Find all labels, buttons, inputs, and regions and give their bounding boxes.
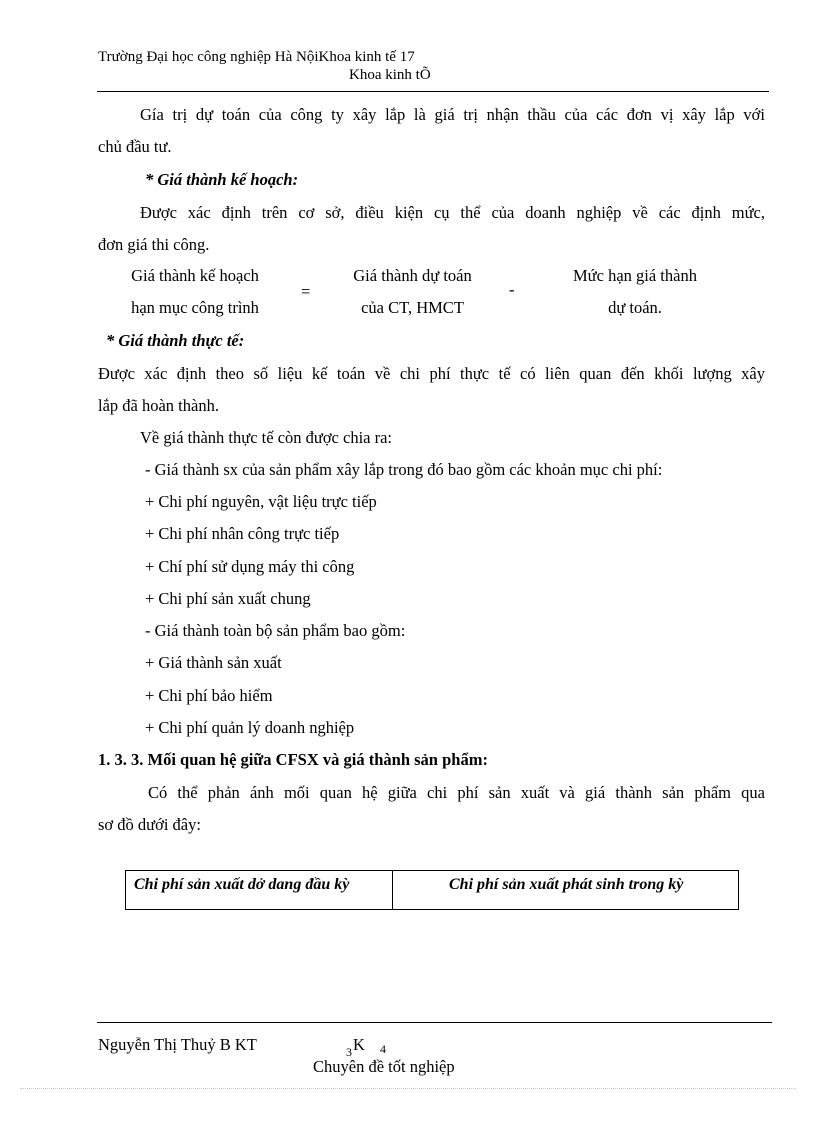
paragraph-line: lắp đã hoàn thành. (98, 396, 219, 415)
footer-subscript-4: 4 (380, 1042, 386, 1056)
paragraph-line: Được xác định theo số liệu kế toán về chi phí thực tế có liên quan đến khối lượng xây (98, 364, 765, 383)
footer-k: K (353, 1035, 365, 1054)
diagram-cell-opening-wip: Chi phí sản xuất dở dang đầu kỳ (134, 876, 350, 893)
formula-mid-line2: của CT, HMCT (361, 298, 464, 317)
list-item: + Chí phí sử dụng máy thi công (145, 557, 355, 576)
paragraph-line: Về giá thành thực tế còn được chia ra: (140, 428, 393, 447)
list-item: + Chi phí nguyên, vật liệu trực tiếp (145, 492, 377, 511)
list-item: + Chi phí sản xuất chung (145, 589, 311, 608)
formula-right-line2: dự toán. (608, 298, 662, 317)
paragraph-line: chủ đầu tư. (98, 137, 172, 156)
header-rule (97, 91, 769, 92)
footer-subscript-3: 3 (346, 1045, 352, 1059)
cost-diagram (125, 870, 739, 910)
footer-rule (97, 1022, 772, 1023)
list-item: + Chi phí quản lý doanh nghiệp (145, 718, 355, 737)
paragraph-line: sơ đồ dưới đây: (98, 815, 201, 834)
list-item: + Giá thành sản xuất (145, 653, 282, 672)
list-item: + Chi phí nhân công trực tiếp (145, 524, 340, 543)
formula-left-line2: hạn mục công trình (131, 298, 259, 317)
diagram-cell-incurred-cost: Chi phí sản xuất phát sinh trong kỳ (449, 876, 684, 893)
formula-minus: - (509, 280, 515, 299)
footer-title: Chuyên đề tốt nghiệp (313, 1057, 455, 1076)
page-edge-line (20, 1088, 796, 1089)
list-item: - Giá thành toàn bộ sản phẩm bao gồm: (145, 621, 406, 640)
footer-author: Nguyễn Thị Thuỷ B KT (98, 1035, 257, 1054)
paragraph-line: Có thể phản ánh mối quan hệ giữa chi phí sản xuất và giá thành sản phẩm qua (148, 783, 765, 802)
section-heading: 1. 3. 3. Mối quan hệ giữa CFSX và giá thành sản phẩm: (98, 750, 488, 769)
list-item: + Chi phí bảo hiểm (145, 686, 273, 705)
paragraph-line: Gía trị dự toán của công ty xây lắp là giá trị nhận thầu của các đơn vị xây lắp với (140, 105, 765, 124)
header-school: Trường Đại học công nghiệp Hà NộiKhoa kinh tế 17 (98, 49, 415, 65)
formula-equals: = (301, 282, 311, 301)
diagram-divider (392, 871, 393, 909)
list-item: - Giá thành sx của sản phẩm xây lắp trong đó bao gồm các khoản mục chi phí: (145, 460, 663, 479)
paragraph-line: Được xác định trên cơ sở, điều kiện cụ thể của doanh nghiệp về các định mức, (140, 203, 765, 222)
heading-ke-hoach: * Giá thành kế hoạch: (145, 170, 299, 189)
formula-left-line1: Giá thành kế hoạch (131, 266, 259, 285)
formula-right-line1: Mức hạn giá thành (573, 266, 697, 285)
paragraph-line: đơn giá thi công. (98, 235, 210, 254)
formula-mid-line1: Giá thành dự toán (353, 266, 472, 285)
header-faculty: Khoa kinh tÕ (349, 67, 431, 83)
heading-thuc-te: * Giá thành thực tế: (106, 331, 245, 350)
